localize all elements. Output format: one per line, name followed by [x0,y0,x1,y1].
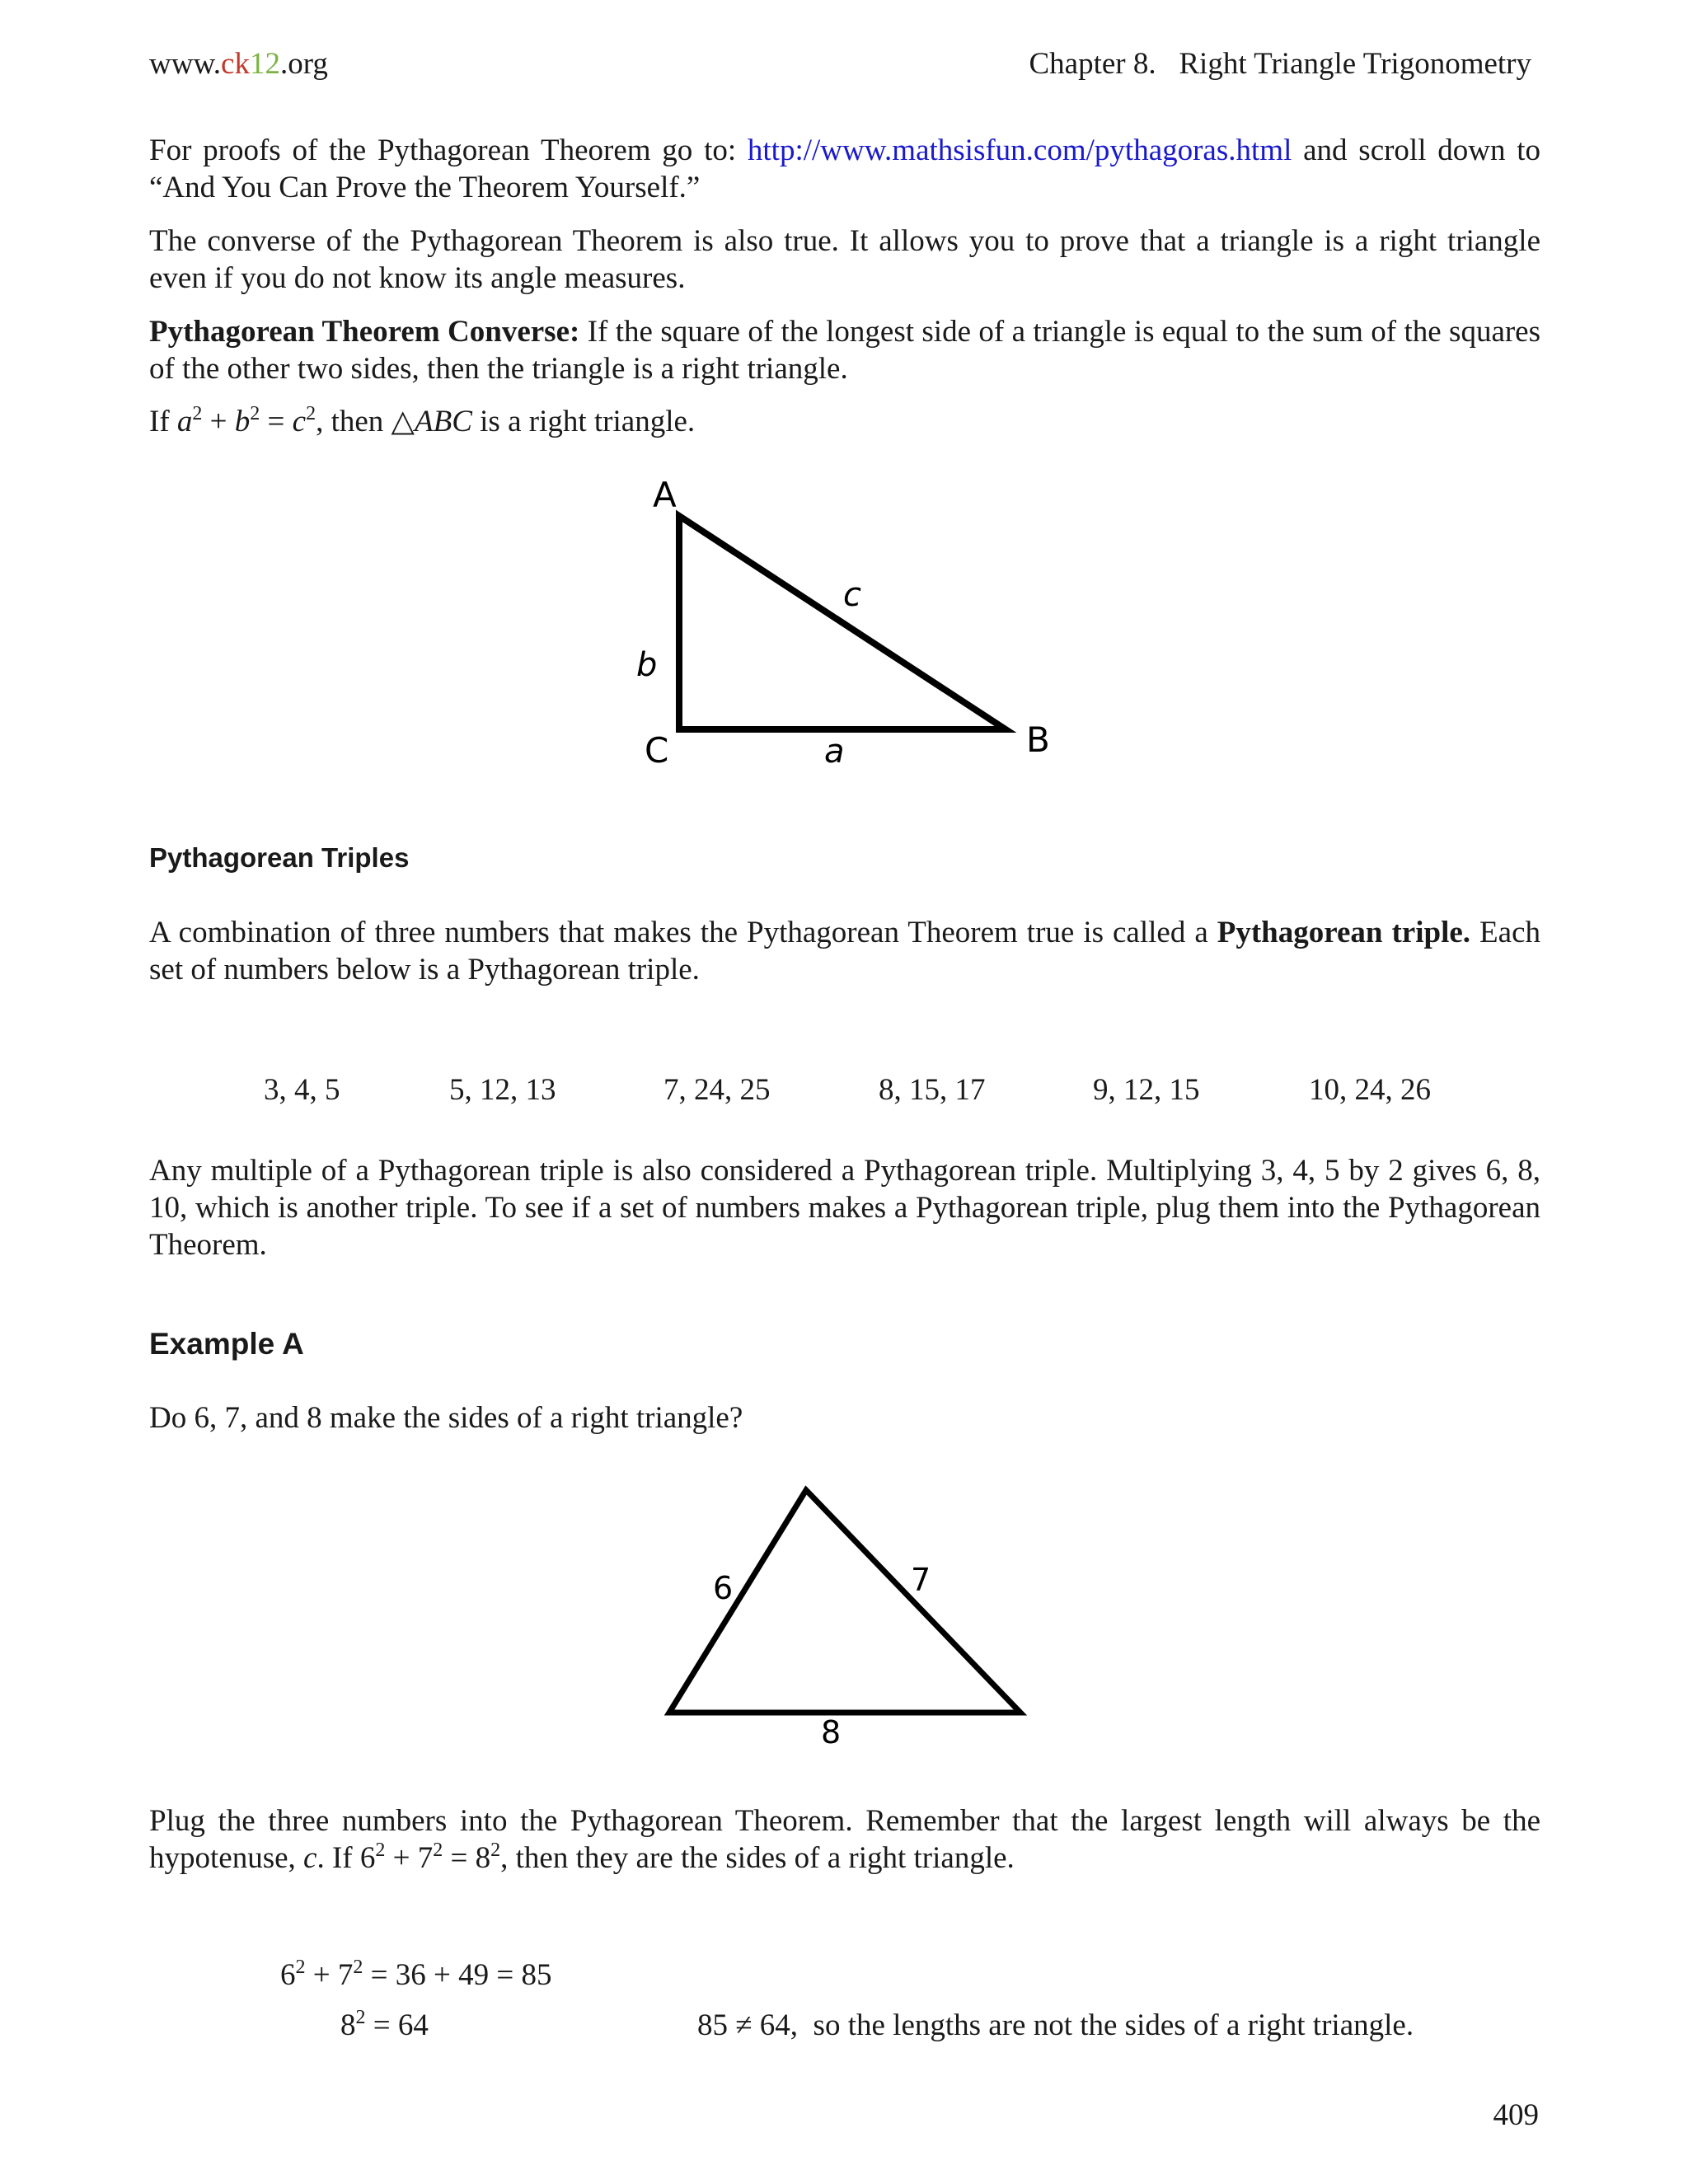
plug-plus7: + 7 [385,1841,434,1875]
converse-label: Pythagorean Theorem Converse: [149,315,580,349]
exp: 2 [192,403,203,424]
url-prefix: www. [149,47,222,81]
exp: 2 [375,1840,386,1861]
side-7-label: 7 [911,1562,931,1598]
chapter-title: Chapter 8. Right Triangle Trigonometry [1029,47,1531,81]
exp: 2 [295,1957,306,1978]
triple-item: 9, 12, 15 [1093,1073,1200,1107]
triangle-abc [679,516,1006,729]
eq-square-rest: = 64 [365,2008,429,2042]
proofs-text-after: and scroll down to “And You Can Prove the Theorem Yourself.” [149,134,1540,204]
converse-definition [149,313,1540,387]
proofs-paragraph [149,132,1540,206]
plug-paragraph [149,1802,1540,1877]
example-a-heading: Example A [149,1327,304,1361]
triples-definition [149,914,1540,988]
vertex-a-label: A [653,478,677,515]
mathsisfun-link[interactable]: http://www.mathsisfun.com/pythagoras.html [747,134,1292,167]
plug-eq8: = 8 [443,1841,491,1875]
exp: 2 [433,1840,443,1861]
converse-paragraph: The converse of the Pythagorean Theorem is also true. It allows you to prove that a triangle is a right triangle even if you do not know its angle measures. [149,224,1540,295]
url-suffix: .org [279,47,328,81]
example-a-question: Do 6, 7, and 8 make the sides of a right triangle? [149,1401,743,1435]
var-c: c [303,1841,317,1875]
triple-item: 7, 24, 25 [663,1073,771,1107]
triple-item: 3, 4, 5 [264,1073,340,1107]
triples-heading: Pythagorean Triples [149,842,410,873]
if-suffix: is a right triangle. [471,405,696,438]
url-ck: ck [221,47,250,81]
eq-plus7: + 7 [305,1958,354,1992]
op-plus: + [202,405,235,438]
plug-text-before: Plug the three numbers into the Pythagorean Theorem. Remember that the largest length will always be the hypotenuse, [149,1804,1540,1875]
converse-formula [149,403,1540,440]
eq-sum-rest: = 36 + 49 = 85 [363,1958,552,1992]
eq-8: 8 [340,2008,356,2042]
var-b: b [234,405,251,438]
side-8-label: 8 [821,1714,842,1750]
then-triangle: , then △ [316,405,415,438]
proofs-text-before: For proofs of the Pythagorean Theorem go to: [149,134,748,167]
plug-text-after: , then they are the sides of a right triangle. [500,1841,1015,1875]
converse-def-text: If the square of the longest side of a triangle is equal to the sum of the squares of the other two sides, then the triangle is a right triangle. [149,315,1541,386]
exp: 2 [490,1840,501,1861]
triple-item: 10, 24, 26 [1309,1073,1431,1107]
side-6-label: 6 [713,1570,734,1606]
triangle-name: ABC [415,405,472,438]
eq-6: 6 [280,1958,296,1992]
var-c: c [292,405,307,438]
scalene-triangle-diagram [651,1475,1039,1755]
side-b-label: b [636,646,658,684]
op-eq: = [260,405,293,438]
url-12: 12 [249,47,280,81]
exp: 2 [306,403,316,424]
right-triangle-diagram [610,478,1071,783]
page-number: 409 [1493,2098,1539,2132]
vertex-c-label: C [645,730,669,771]
conclusion-text: 85 ≠ 64, so the lengths are not the sides of a right triangle. [697,2008,1414,2042]
triples-term: Pythagorean triple. [1217,916,1471,949]
if-prefix: If [149,405,177,438]
equation-sum [280,1957,551,1993]
vertex-b-label: B [1026,719,1050,760]
var-a: a [176,405,193,438]
triples-text-before: A combination of three numbers that makes the Pythagorean Theorem true is called a [149,916,1217,949]
exp: 2 [355,2007,366,2028]
exp: 2 [353,1957,363,1978]
site-url[interactable] [149,46,328,82]
side-c-label: c [843,576,861,614]
equation-square [340,2008,429,2043]
side-a-label: a [824,733,845,771]
triple-item: 8, 15, 17 [879,1073,986,1107]
triples-text-after: Each set of numbers below is a Pythagorean triple. [149,916,1540,987]
plug-mid: . If 6 [316,1841,376,1875]
multiples-paragraph: Any multiple of a Pythagorean triple is also considered a Pythagorean triple. Multiplying 3, 4, 5 by 2 gives 6, 8, 10, which is another triple. To see if a set of numbers makes a Pythagorean triple, plug them into the Pythagorean Theorem. [149,1154,1540,1262]
exp: 2 [250,403,260,424]
triple-item: 5, 12, 13 [449,1073,556,1107]
